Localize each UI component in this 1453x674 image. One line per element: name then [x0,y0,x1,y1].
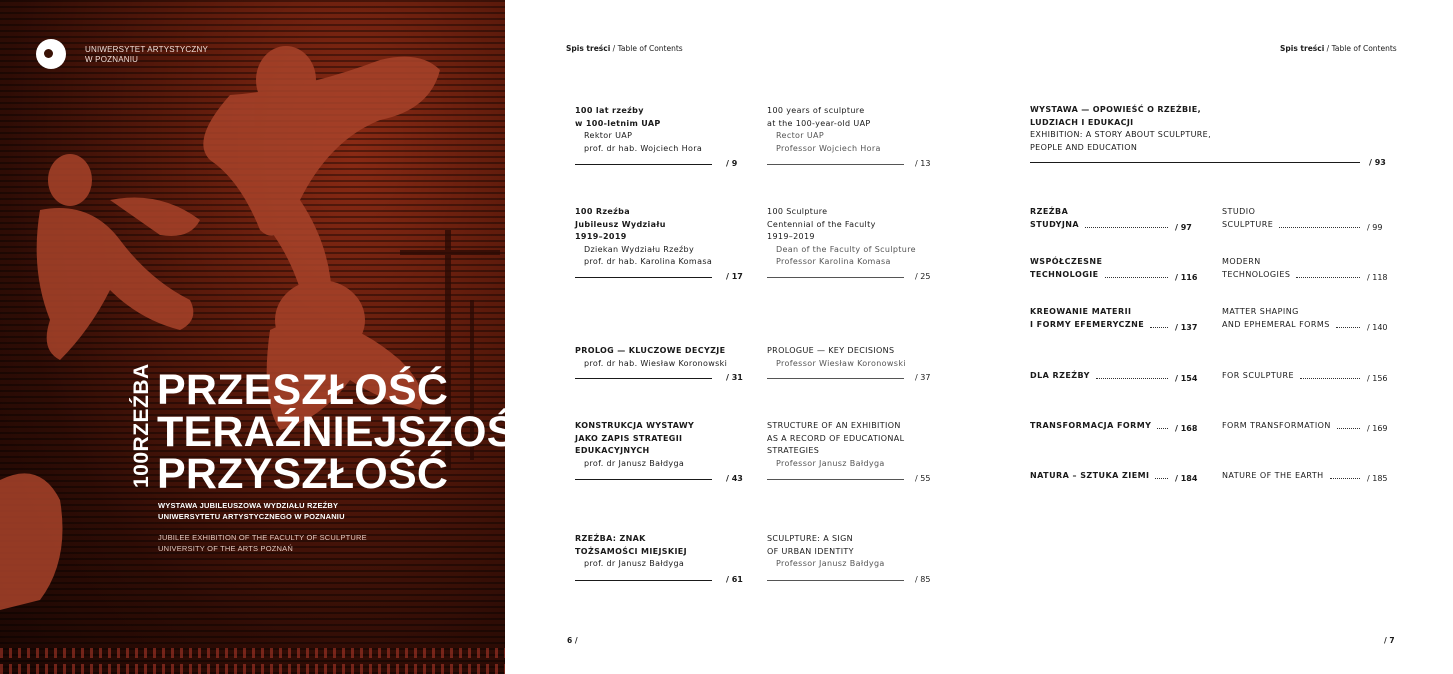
entry-rule [767,378,904,379]
entry-title: JAKO ZAPIS STRATEGII [575,433,683,443]
entry-rule [575,277,712,278]
entry-title: TOŻSAMOŚCI MIEJSKIEJ [575,546,687,556]
toc-section-pl[interactable] [1030,306,1144,331]
section-title: RZEŹBA [1030,207,1069,216]
dot-leader [1300,378,1360,379]
toc-section-en[interactable] [1222,420,1331,433]
cover-photo [0,0,505,674]
university-logo-icon [36,39,66,69]
toc-entry-pl[interactable] [575,420,694,470]
page-ref: / 37 [915,373,931,382]
entry-author: Dean of the Faculty of Sculpture [776,244,916,254]
cover-subtitle-pl: WYSTAWA JUBILEUSZOWA WYDZIAŁU RZEŹBY [158,501,339,510]
section-title: WSPÓŁCZESNE [1030,257,1103,266]
section-title: DLA RZEŹBY [1030,371,1090,380]
entry-title: LUDZIACH I EDUKACJI [1030,117,1134,127]
page-ref: / 156 [1367,374,1388,383]
entry-author: Professor Wiesław Koronowski [776,358,906,368]
page-ref: / 116 [1175,272,1198,282]
cover-title-line: TERAŹNIEJSZOŚĆ [157,408,547,456]
header-rest: / Table of Contents [1324,44,1397,53]
cover-subtitle-en: UNIVERSITY OF THE ARTS POZNAŃ [158,544,293,553]
section-title: FORM TRANSFORMATION [1222,421,1331,430]
page-ref: / 31 [726,373,743,382]
section-title: I FORMY EFEMERYCZNE [1030,319,1145,329]
toc-entry-en[interactable] [767,105,881,155]
entry-author: Dziekan Wydziału Rzeźby [584,244,695,254]
section-title: TECHNOLOGIE [1030,269,1099,279]
toc-entry-en[interactable] [767,345,906,370]
entry-title: WYSTAWA — OPOWIEŚĆ O RZEŹBIE, [1030,105,1201,114]
toc-entry-pl[interactable] [575,206,712,269]
entry-rule [767,164,904,165]
dot-leader [1096,378,1168,379]
page-ref: / 97 [1175,222,1192,232]
entry-title: Jubileusz Wydziału [575,219,666,229]
section-title: TRANSFORMACJA FORMY [1030,421,1152,430]
toc-section-pl[interactable] [1030,256,1102,281]
university-name-line: UNIWERSYTET ARTYSTYCZNY [85,45,208,54]
header-rest: / Table of Contents [610,44,683,53]
toc-entry-en[interactable] [767,420,904,470]
entry-title: SCULPTURE: A SIGN [767,534,853,543]
dot-leader [1105,277,1168,278]
toc-entry-en[interactable] [767,533,885,571]
entry-rule [767,479,904,480]
entry-rule [575,164,712,165]
cover-page [0,0,547,674]
page-ref: / 137 [1175,322,1198,332]
entry-title-en: EXHIBITION: A STORY ABOUT SCULPTURE, [1030,130,1211,140]
page-number: / 7 [1384,636,1395,645]
entry-author: prof. dr Janusz Bałdyga [584,458,685,468]
dot-leader [1155,478,1168,479]
toc-entry-pl[interactable] [575,533,687,571]
entry-title: PROLOGUE — KEY DECISIONS [767,346,895,355]
entry-rule [575,580,712,581]
entry-title: STRATEGIES [767,446,820,456]
entry-author: Professor Karolina Komasa [776,257,891,267]
section-title: SCULPTURE [1222,219,1274,229]
dot-leader [1330,478,1360,479]
entry-title: 100 years of sculpture [767,106,865,115]
page-ref: / 9 [726,159,738,168]
entry-title: OF URBAN IDENTITY [767,546,854,556]
entry-rule [575,479,712,480]
entry-title: KONSTRUKCJA WYSTAWY [575,421,695,430]
entry-title: EDUKACYJNYCH [575,446,650,456]
entry-author: prof. dr Janusz Bałdyga [584,559,685,569]
section-title: STUDIO [1222,207,1256,216]
toc-section-en[interactable] [1222,306,1330,331]
toc-section-pl[interactable] [1030,470,1149,483]
entry-author: prof. dr hab. Wiesław Koronowski [584,358,728,368]
header-bold: Spis treści [1280,44,1325,53]
entry-title: STRUCTURE OF AN EXHIBITION [767,421,901,430]
entry-title: AS A RECORD OF EDUCATIONAL [767,433,905,443]
entry-title: at the 100-year-old UAP [767,118,871,128]
page-ref: / 17 [726,272,743,281]
entry-title-en: PEOPLE AND EDUCATION [1030,142,1138,152]
page-ref: / 93 [1369,158,1386,167]
section-title: TECHNOLOGIES [1222,269,1291,279]
section-title: MODERN [1222,257,1261,266]
entry-title: RZEŹBA: ZNAK [575,534,646,543]
toc-section-en[interactable] [1222,470,1324,483]
page-ref: / 184 [1175,474,1198,483]
entry-author: Professor Wojciech Hora [776,143,881,153]
header-bold: Spis treści [566,44,611,53]
entry-title: 100 Rzeźba [575,207,631,216]
page-ref: / 118 [1367,272,1388,282]
page-ref: / 99 [1367,222,1383,232]
entry-author: prof. dr hab. Karolina Komasa [584,257,713,267]
cover-strip [0,664,505,674]
page-ref: / 55 [915,474,931,483]
entry-author: prof. dr hab. Wojciech Hora [584,143,703,153]
entry-title: PROLOG — KLUCZOWE DECYZJE [575,346,726,355]
dot-leader [1337,428,1360,429]
university-name-line: W POZNANIU [85,55,139,64]
toc-section-en[interactable] [1222,256,1290,281]
entry-title: w 100-letnim UAP [575,118,661,128]
page-ref: / 85 [915,575,931,584]
entry-author: Rektor UAP [584,131,633,141]
entry-title: Centennial of the Faculty [767,219,876,229]
entry-title: 100 lat rzeźby [575,106,644,115]
cover-subtitle-pl: UNIWERSYTETU ARTYSTYCZNEGO W POZNANIU [158,512,345,521]
entry-author: Rector UAP [776,131,825,141]
toc-section-pl[interactable] [1030,420,1151,433]
cover-title-line: PRZYSZŁOŚĆ [157,450,449,498]
toc-entry-pl[interactable] [575,345,727,370]
entry-author: Professor Janusz Bałdyga [776,559,885,569]
page-header [1280,44,1397,53]
section-title: KREOWANIE MATERII [1030,307,1132,316]
page-header [566,44,683,53]
section-title: AND EPHEMERAL FORMS [1222,319,1330,329]
page-ref: / 168 [1175,424,1198,433]
toc-entry-en[interactable] [767,206,916,269]
toc-section-en[interactable] [1222,370,1294,383]
page-ref: / 154 [1175,374,1198,383]
page-ref: / 61 [726,575,743,584]
entry-rule [1030,162,1360,163]
dot-leader [1296,277,1360,278]
dot-leader [1157,428,1168,429]
section-title: MATTER SHAPING [1222,307,1299,316]
dot-leader [1336,327,1360,328]
toc-section-en[interactable] [1222,206,1273,231]
entry-title: 100 Sculpture [767,207,828,216]
page-ref: / 43 [726,474,743,483]
page-ref: / 25 [915,272,931,281]
entry-title: 1919–2019 [575,232,627,242]
cover-vertical-title: 100RZEŹBA [130,363,153,488]
toc-section-pl[interactable] [1030,370,1090,383]
cover-title-line: PRZESZŁOŚĆ [157,366,449,414]
dot-leader [1150,327,1168,328]
entry-rule [767,580,904,581]
section-title: NATURE OF THE EARTH [1222,471,1324,480]
section-title: NATURA – SZTUKA ZIEMI [1030,471,1150,480]
cover-strip [0,648,505,658]
section-title: STUDYJNA [1030,219,1080,229]
dot-leader [1279,227,1360,228]
university-name [85,45,208,65]
entry-rule [575,378,712,379]
page-ref: / 185 [1367,474,1388,483]
toc-entry-pl[interactable] [575,105,702,155]
page-ref: / 169 [1367,424,1388,433]
cover-subtitle-en: JUBILEE EXHIBITION OF THE FACULTY OF SCULPTURE [158,533,367,542]
section-title: FOR SCULPTURE [1222,371,1295,380]
entry-rule [767,277,904,278]
page-number: 6 / [567,636,578,645]
entry-title: 1919–2019 [767,232,815,242]
page-ref: / 13 [915,159,931,168]
toc-section-pl[interactable] [1030,206,1079,231]
entry-author: Professor Janusz Bałdyga [776,458,885,468]
page-ref: / 140 [1367,322,1388,332]
dot-leader [1085,227,1168,228]
toc-main-entry[interactable] [1030,104,1211,154]
